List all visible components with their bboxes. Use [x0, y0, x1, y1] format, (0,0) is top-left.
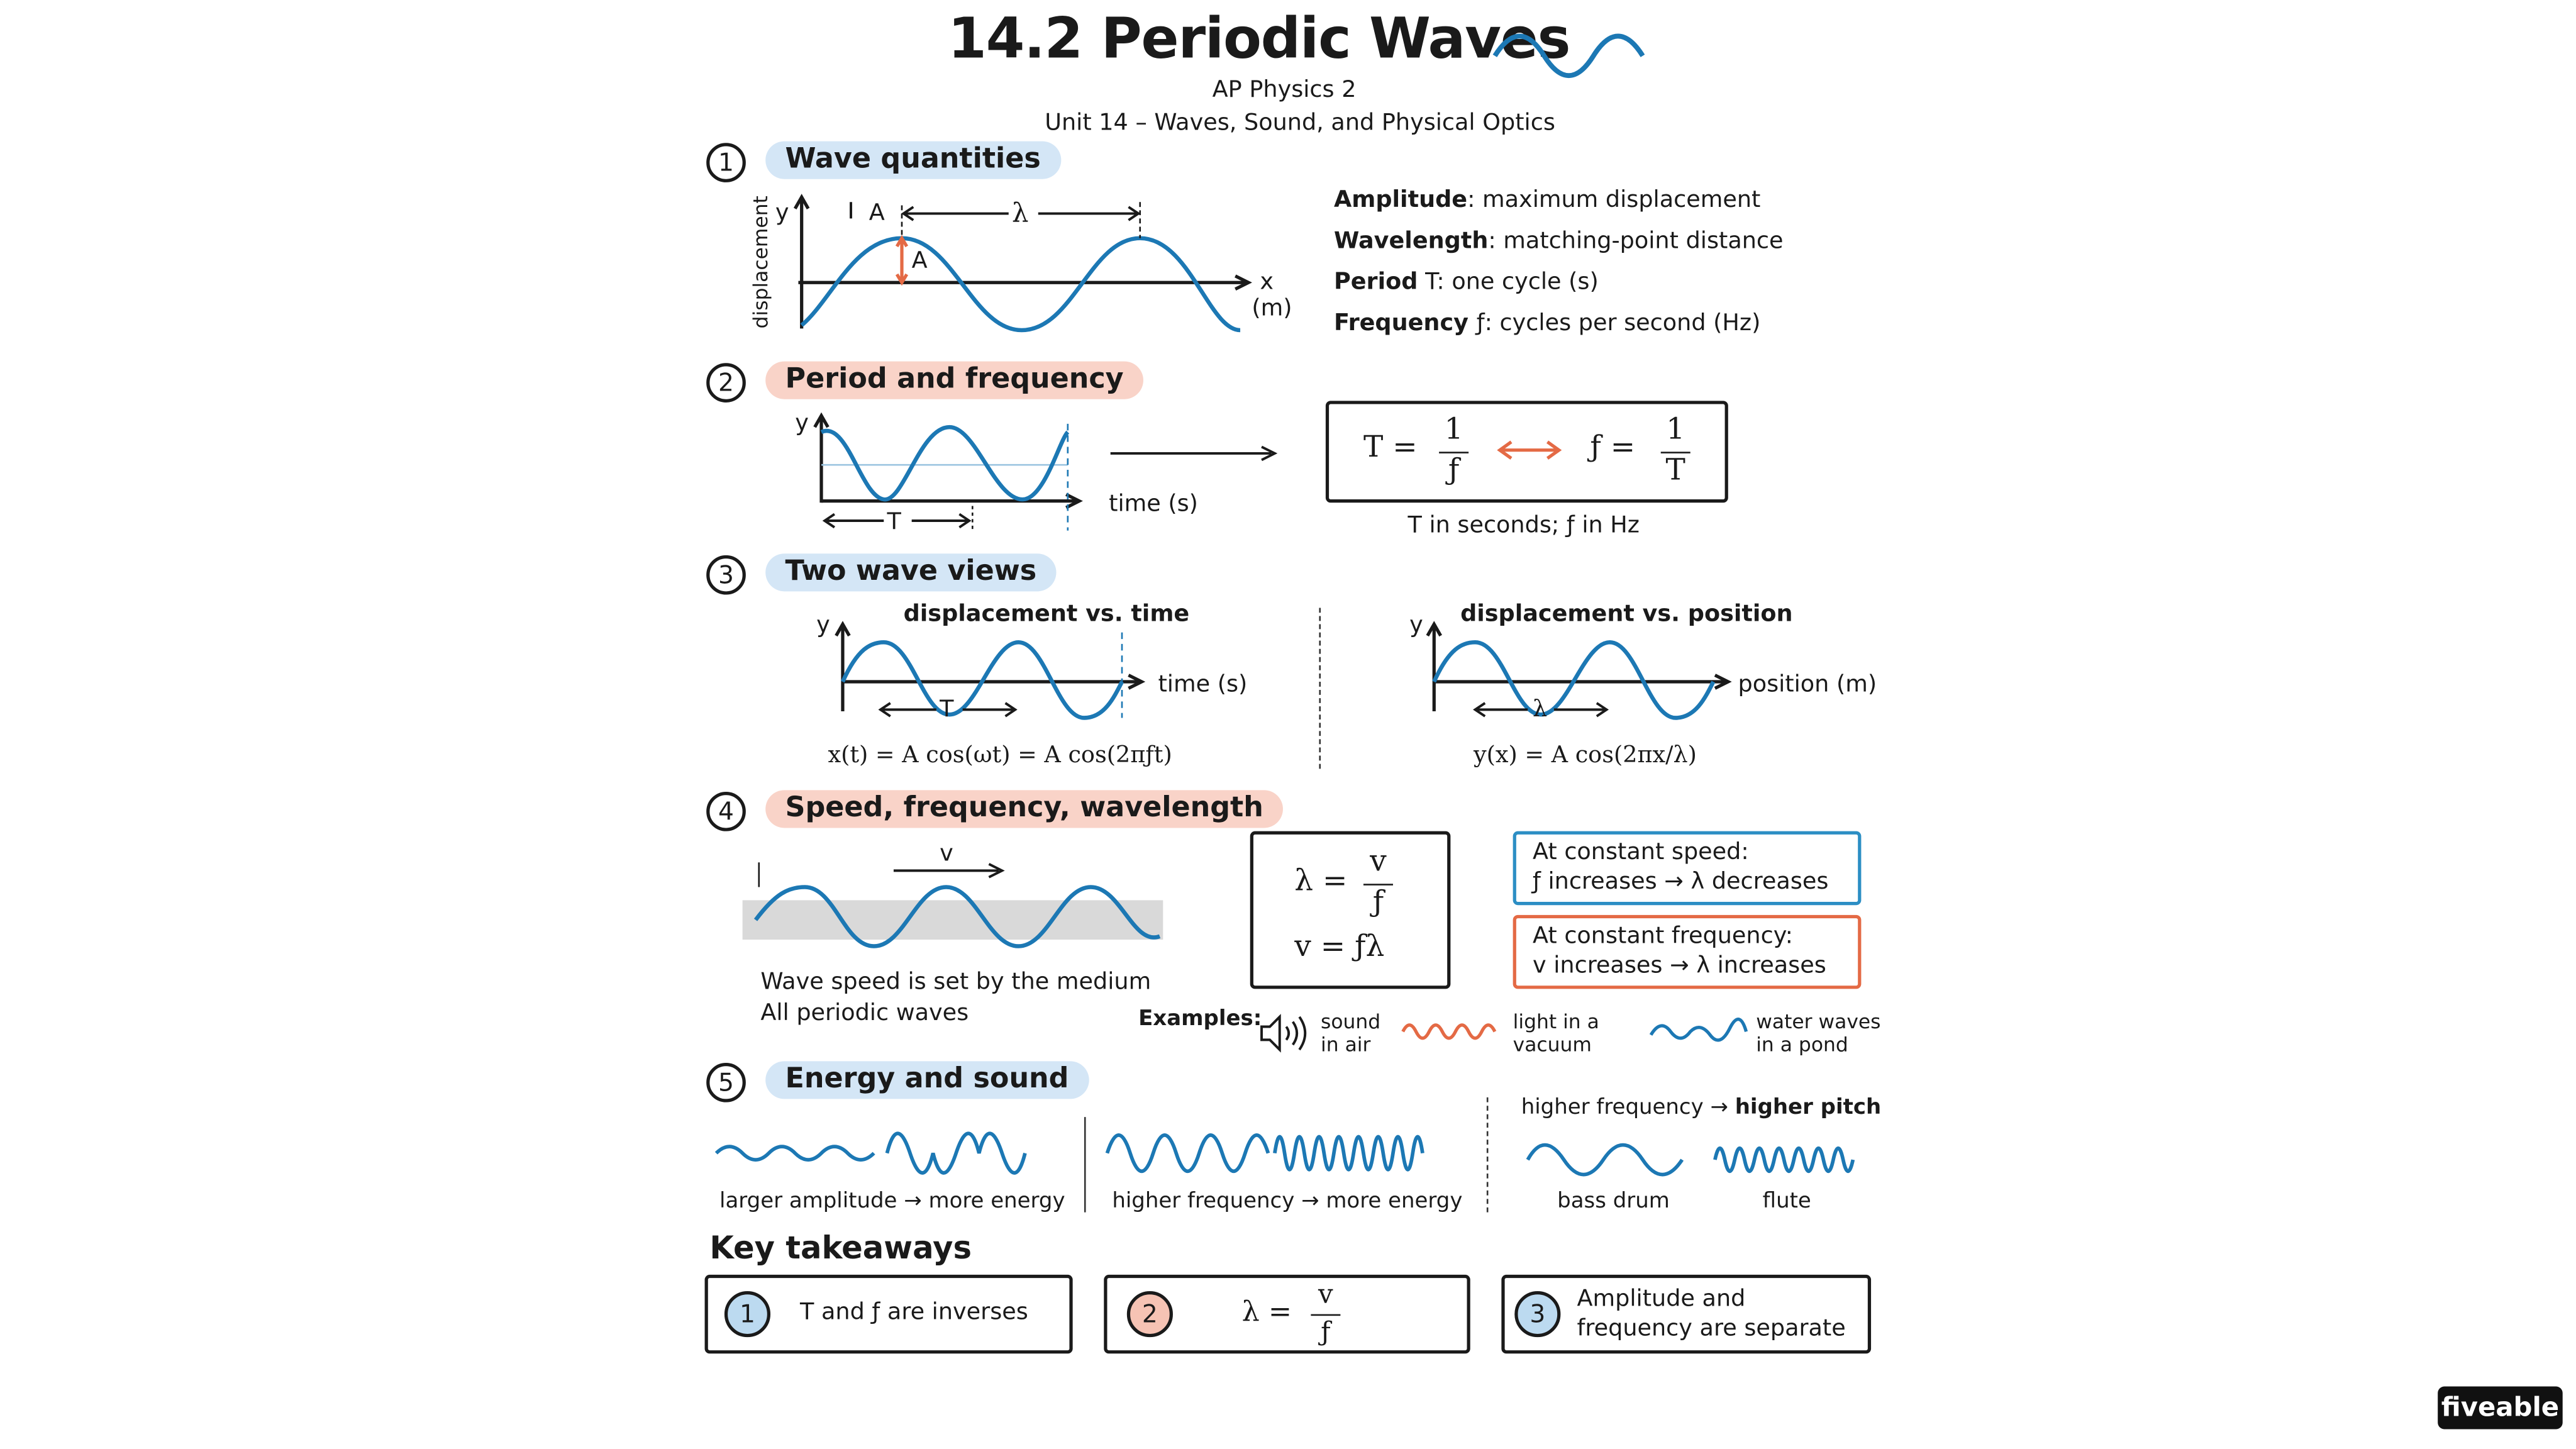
formula-t-num: 1: [1444, 412, 1463, 447]
definition-wavelength: Wavelength: matching-point distance: [1333, 228, 1784, 255]
s1-y-label: y: [775, 200, 789, 227]
unit-name: Unit 14 – Waves, Sound, and Physical Optics: [1045, 110, 1555, 136]
medium-wave-graphic: [739, 838, 1182, 969]
section-number-2: 2: [706, 363, 746, 402]
section-number-1: 1: [706, 143, 746, 182]
example-water: water waves in a pond: [1756, 1010, 1881, 1057]
frequency-comparison-waves: [1104, 1117, 1432, 1189]
energy-divider-1: [1084, 1117, 1086, 1212]
medium-note: Wave speed is set by the medium: [760, 969, 1152, 996]
lambda-formula-lhs: λ =: [1294, 863, 1348, 899]
wave-equation-box: [1250, 831, 1451, 989]
all-waves-note: All periodic waves: [760, 1000, 969, 1027]
formula-f-var: ƒ =: [1590, 430, 1636, 465]
period-marker: T: [887, 509, 901, 536]
amplitude-comparison-waves: [713, 1117, 1041, 1189]
position-view-title: displacement vs. position: [1460, 601, 1793, 628]
section-number-4: 4: [706, 792, 746, 831]
water-wave-icon: [1648, 1018, 1750, 1045]
speed-formula: v = ƒλ: [1294, 930, 1385, 965]
takeaway-text-1: T and ƒ are inverses: [800, 1299, 1028, 1326]
frequency-caption: higher frequency → more energy: [1112, 1189, 1463, 1214]
energy-divider-2: [1487, 1097, 1489, 1213]
takeaway-number-2: 2: [1127, 1291, 1173, 1337]
constant-frequency-body: v increases → λ increases: [1532, 952, 1826, 979]
section-heading-speed-frequency-wavelength: Speed, frequency, wavelength: [765, 790, 1283, 828]
formula-t-den: ƒ: [1448, 453, 1460, 488]
takeaway-number-3: 3: [1514, 1291, 1560, 1337]
example-light: light in a vacuum: [1513, 1010, 1599, 1057]
s1-x-label: x: [1260, 269, 1274, 296]
takeaway-formula-den: ƒ: [1321, 1316, 1331, 1347]
takeaway-text-3: Amplitude and frequency are separate: [1577, 1286, 1846, 1343]
formula-t-var: T =: [1363, 430, 1418, 465]
definition-period: Period T: one cycle (s): [1333, 269, 1599, 296]
position-view-marker: λ: [1532, 696, 1548, 723]
section-heading-wave-quantities: Wave quantities: [765, 142, 1060, 179]
views-divider: [1319, 608, 1321, 769]
time-view-marker: T: [940, 696, 954, 723]
section-heading-two-wave-views: Two wave views: [765, 553, 1056, 591]
pitch-waves: [1524, 1133, 1870, 1186]
examples-label: Examples:: [1138, 1007, 1262, 1032]
flute-label: flute: [1762, 1189, 1811, 1214]
pitch-heading: higher frequency → higher pitch: [1521, 1096, 1882, 1121]
wavelength-label: λ: [1011, 197, 1029, 229]
speed-arrow-label: v: [940, 841, 953, 868]
takeaway-formula-lhs: λ =: [1241, 1296, 1292, 1330]
s1-x-unit: (m): [1252, 296, 1292, 322]
s3-right-y-label: y: [1409, 613, 1423, 640]
time-view-equation: x(t) = A cos(ωt) = A cos(2πƒt): [828, 742, 1172, 769]
speaker-icon: [1258, 1012, 1311, 1055]
s3-left-y-label: y: [816, 613, 830, 640]
course-name: AP Physics 2: [1212, 77, 1357, 104]
page-title: 14.2 Periodic Waves: [948, 6, 1570, 72]
takeaways-heading: Key takeaways: [709, 1230, 972, 1267]
position-view-axis: position (m): [1738, 672, 1877, 699]
definition-amplitude: Amplitude: maximum displacement: [1333, 187, 1761, 214]
bass-drum-label: bass drum: [1557, 1189, 1670, 1214]
constant-speed-title: At constant speed:: [1532, 839, 1749, 866]
definition-frequency: Frequency ƒ: cycles per second (Hz): [1333, 310, 1761, 337]
section-number-5: 5: [706, 1063, 746, 1102]
lambda-formula-den: ƒ: [1372, 885, 1384, 920]
amplitude-label: A: [911, 248, 928, 275]
constant-frequency-title: At constant frequency:: [1532, 923, 1793, 950]
title-wave-icon: [1492, 26, 1646, 75]
time-axis-label: time (s): [1109, 491, 1198, 518]
section-heading-period-frequency: Period and frequency: [765, 362, 1143, 399]
fiveable-logo: fiveable: [2438, 1387, 2563, 1430]
lambda-formula-num: v: [1370, 844, 1387, 879]
period-graph: [789, 408, 1298, 539]
s2-y-label: y: [795, 411, 809, 437]
amplitude-small-label: A: [869, 200, 885, 227]
displacement-vs-position-graph: [1413, 616, 1741, 731]
amplitude-caption: larger amplitude → more energy: [719, 1189, 1065, 1214]
displacement-axis-label: displacement: [749, 196, 772, 329]
example-sound: sound in air: [1321, 1010, 1381, 1057]
displacement-vs-time-graph: [821, 616, 1167, 731]
takeaway-number-1: 1: [724, 1291, 770, 1337]
position-view-equation: y(x) = A cos(2πx/λ): [1473, 742, 1697, 769]
formula-f-den: T: [1665, 453, 1685, 488]
units-caption: T in seconds; ƒ in Hz: [1407, 512, 1640, 539]
section-heading-energy-sound: Energy and sound: [765, 1061, 1089, 1099]
time-view-axis: time (s): [1158, 672, 1248, 699]
constant-speed-body: ƒ increases → λ decreases: [1532, 869, 1829, 896]
double-arrow-icon: [1495, 437, 1564, 464]
light-wave-icon: [1399, 1018, 1501, 1045]
time-view-title: displacement vs. time: [903, 601, 1190, 628]
takeaway-formula-num: v: [1318, 1278, 1333, 1309]
formula-f-num: 1: [1666, 412, 1685, 447]
section-number-3: 3: [706, 555, 746, 595]
